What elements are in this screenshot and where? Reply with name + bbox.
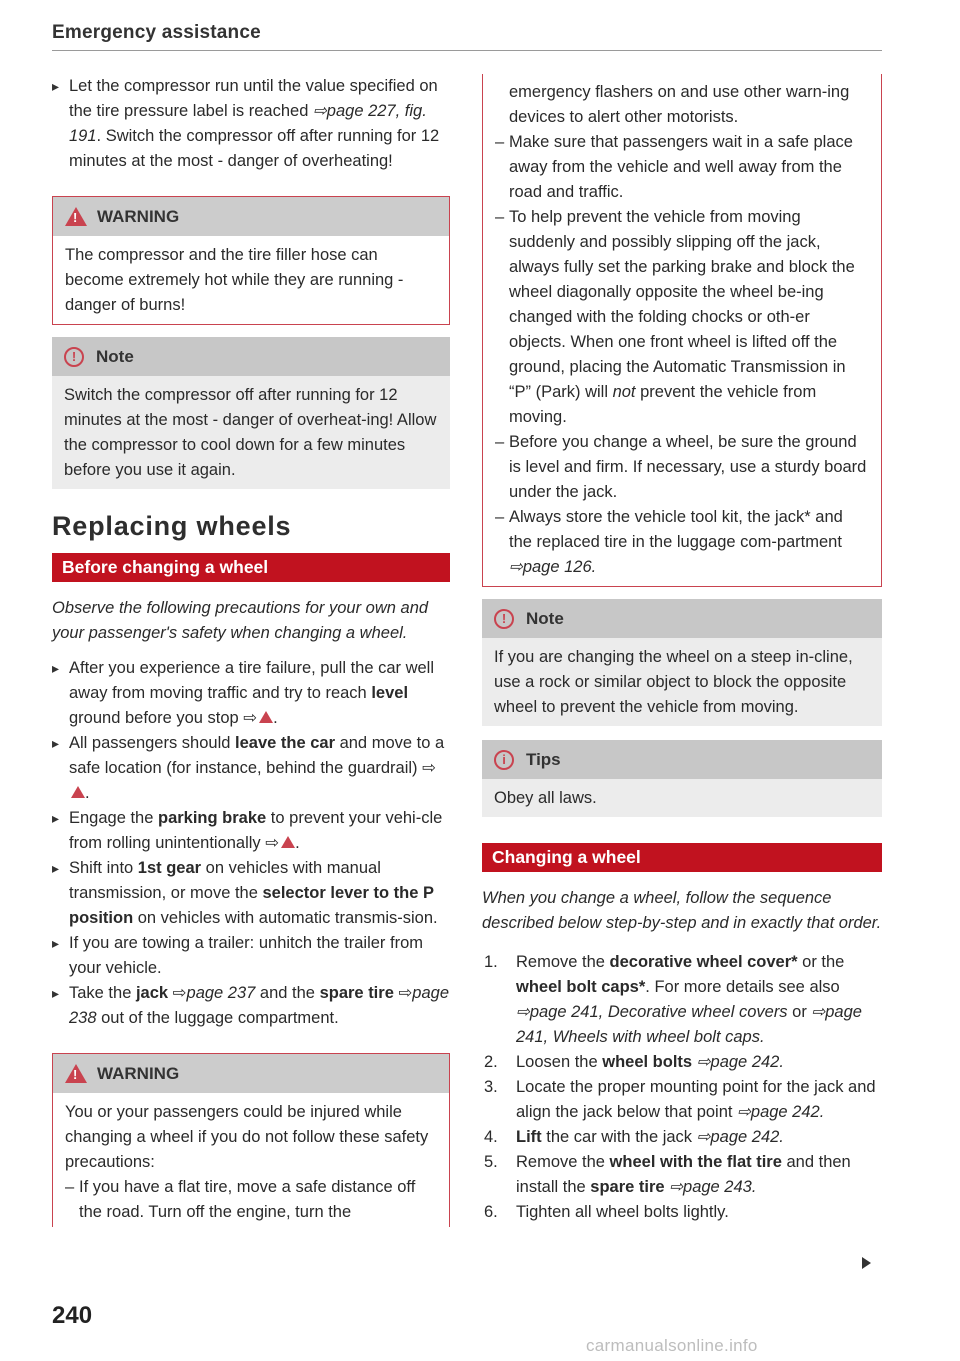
chapter-heading: Replacing wheels xyxy=(52,511,292,541)
warning-box-continued: emergency flashers on and use other warn-ing devices to alert other motorists. – Make sure that passengers wait in a safe place away from the vehicle and well away from the road and traffic. – To help prevent the vehicle from moving suddenly and possibly slipping off the jack, always fully set the parking brake and block the wheel diagonally opposite the wheel be-ing changed with the folding chocks or oth-er objects. When one front wheel is lifted off the ground, placing the Automatic Transmission in “P” (Park) will not prevent the vehicle from moving. – Before you change a wheel, be sure the ground is level and firm. If necessary, use a sturdy board under the jack. – Always store the vehicle tool kit, the jack* and the replaced tire in the luggage com-partment ⇨page 126. xyxy=(482,74,882,587)
warning-icon xyxy=(65,207,87,226)
link-page-242[interactable]: ⇨page 242. xyxy=(737,1103,825,1121)
note-icon: ! xyxy=(494,609,514,629)
link-page-237[interactable]: page 237 xyxy=(186,984,256,1002)
bullet-pull-away: ▸ After you experience a tire failure, pull the car well away from moving traffic and try to reach level ground before you stop ⇨ . xyxy=(52,656,450,731)
bullet-jack: ▸ Take the jack ⇨page 237 and the spare tire ⇨page 238 out of the luggage compartment. xyxy=(52,981,450,1031)
link-page-227[interactable]: ⇨page 227, fig. 191 xyxy=(69,102,427,145)
link-page-242[interactable]: ⇨page 242. xyxy=(696,1053,784,1071)
link-page-242[interactable]: ⇨page 242. xyxy=(696,1128,784,1146)
link-page-238[interactable]: page 238 xyxy=(69,984,450,1027)
page-number: 240 xyxy=(52,1302,93,1329)
bullet-parking-brake: ▸ Engage the parking brake to prevent your vehi-cle from rolling unintentionally ⇨ . xyxy=(52,806,450,856)
link-page-241-covers[interactable]: ⇨page 241, Decorative wheel covers xyxy=(516,1003,788,1021)
warning-text: The compressor and the tire filler hose can become extremely hot while they are running - danger of burns! xyxy=(65,246,404,314)
note-text: If you are changing the wheel on a steep in-cline, use a rock or similar object to block the opposite wheel to prevent the vehicle from moving. xyxy=(494,648,853,716)
step-5: 5. Remove the wheel with the flat tire and then install the spare tire ⇨page 243. xyxy=(484,1153,851,1196)
warning-icon xyxy=(65,1064,87,1083)
step-2: 2. Loosen the wheel bolts ⇨page 242. xyxy=(484,1053,784,1071)
note-box-incline: ! Note If you are changing the wheel on a steep in-cline, use a rock or similar object to block the opposite wheel to prevent the vehicle from moving. xyxy=(482,599,882,726)
bullet-leave-car: ▸ All passengers should leave the car and move to a safe location (for instance, behind the guardrail) ⇨. xyxy=(52,731,450,806)
warning-box-safety: ! WARNING You or your passengers could be injured while changing a wheel if you do not follow these safety precautions: – If you have a flat tire, move a safe distance off the road. Turn off the engine, turn the xyxy=(52,1053,450,1227)
tips-box: i Tips Obey all laws. xyxy=(482,740,882,817)
step-1: 1. Remove the decorative wheel cover* or the wheel bolt caps*. For more details see also ⇨page 241, Decorative wheel covers or ⇨page 241, Wheels with wheel bolt caps. xyxy=(484,953,862,1046)
step-3: 3. Locate the proper mounting point for the jack and align the jack below that point ⇨page 242. xyxy=(484,1078,876,1121)
watermark: carmanualsonline.info xyxy=(586,1336,758,1355)
section-bar-before: Before changing a wheel xyxy=(52,553,450,582)
warning-item: – Before you change a wheel, be sure the ground is level and firm. If necessary, use a sturdy board under the jack. xyxy=(495,430,869,505)
link-page-126[interactable]: ⇨page 126. xyxy=(509,558,597,576)
link-page-243[interactable]: ⇨page 243. xyxy=(669,1178,757,1196)
page-header xyxy=(52,22,882,51)
intro-text: When you change a wheel, follow the sequence described below step-by-step and in exactly that order. xyxy=(482,889,882,932)
warning-ref-icon[interactable] xyxy=(281,836,295,848)
bullet-gear: ▸ Shift into 1st gear on vehicles with manual transmission, or move the selector lever to the P position on vehicles with automatic transmis-sion. xyxy=(52,856,450,931)
warning-item: – If you have a flat tire, move a safe distance off the road. Turn off the engine, turn the xyxy=(65,1175,437,1225)
left-column xyxy=(52,74,450,1227)
step-4: 4. Lift the car with the jack ⇨page 242. xyxy=(484,1128,784,1146)
note-icon: ! xyxy=(64,347,84,367)
note-text: Switch the compressor off after running for 12 minutes at the most - danger of overheat-ing! Allow the compressor to cool down for a few minutes before you use it again. xyxy=(64,386,437,479)
section-bar-changing: Changing a wheel xyxy=(482,843,882,872)
note-box-compressor: ! Note Switch the compressor off after running for 12 minutes at the most - danger of overheat-ing! Allow the compressor to cool down for a few minutes before you use it again. xyxy=(52,337,450,489)
continue-arrow-icon xyxy=(862,1257,871,1269)
section-title: Emergency assistance xyxy=(52,22,261,43)
warning-item: – To help prevent the vehicle from moving suddenly and possibly slipping off the jack, always fully set the parking brake and block the wheel diagonally opposite the wheel be-ing changed with the folding chocks or oth-er objects. When one front wheel is lifted off the ground, placing the Automatic Transmission in “P” (Park) will not prevent the vehicle from moving. xyxy=(495,205,869,430)
warning-item: – Always store the vehicle tool kit, the jack* and the replaced tire in the luggage com-partment ⇨page 126. xyxy=(495,505,869,580)
link-page-241-caps[interactable]: ⇨page 241, Wheels with wheel bolt caps. xyxy=(516,1003,862,1046)
info-icon: i xyxy=(494,750,514,770)
step-6: 6. Tighten all wheel bolts lightly. xyxy=(484,1203,729,1221)
warning-text: You or your passengers could be injured while changing a wheel if you do not follow these safety precautions: xyxy=(65,1103,429,1171)
bullet-trailer: ▸ If you are towing a trailer: unhitch the trailer from your vehicle. xyxy=(52,931,450,981)
intro-text: Observe the following precautions for your own and your passenger's safety when changing a wheel. xyxy=(52,599,429,642)
tips-text: Obey all laws. xyxy=(494,789,597,807)
warning-item: – Make sure that passengers wait in a safe place away from the vehicle and well away from the road and traffic. xyxy=(495,130,869,205)
warning-ref-icon[interactable] xyxy=(71,786,85,798)
warning-box-compressor: ! WARNING The compressor and the tire filler hose can become extremely hot while they are running - danger of burns! xyxy=(52,196,450,325)
warning-ref-icon[interactable] xyxy=(259,711,273,723)
right-column xyxy=(482,74,882,1225)
compressor-bullet: ▸ Let the compressor run until the value specified on the tire pressure label is reached ⇨page 227, fig. 191. Switch the compressor off after running for 12 minutes at the most - danger of overheating! xyxy=(52,74,450,174)
